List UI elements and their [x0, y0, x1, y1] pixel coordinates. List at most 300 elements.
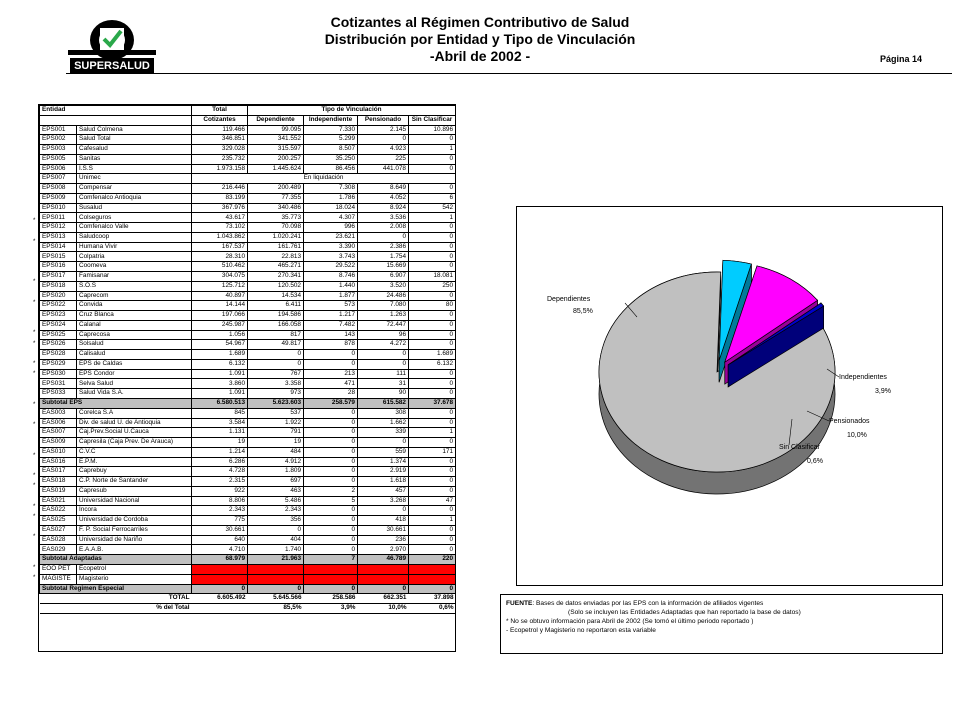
entity-name: Calanal: [77, 320, 192, 330]
table-row: [40, 408, 456, 418]
pensionado-cell: 46.789: [358, 555, 409, 565]
entity-code: EAS003: [40, 408, 77, 418]
asterisk-marker: *: [33, 371, 36, 378]
asterisk-marker: *: [33, 401, 36, 408]
sin-clasificar-cell: 0: [409, 340, 456, 350]
independiente-cell: 86.456: [304, 164, 358, 174]
sin-clasificar-cell: 0: [409, 164, 456, 174]
pensionado-cell: 457: [358, 486, 409, 496]
entity-name: Cruz Blanca: [77, 311, 192, 321]
entity-code: EPS022: [40, 301, 77, 311]
dependiente-cell: 14.534: [248, 291, 304, 301]
pensionado-cell: 0: [358, 584, 409, 594]
entity-code: EAS009: [40, 438, 77, 448]
independiente-cell: 258.579: [304, 398, 358, 408]
pensionado-cell: 615.582: [358, 398, 409, 408]
entity-code: EPS014: [40, 242, 77, 252]
entity-code: EPS008: [40, 184, 77, 194]
total-cell: 329.028: [192, 145, 248, 155]
dependiente-cell: 356: [248, 516, 304, 526]
sin-clasificar-cell: 0: [409, 262, 456, 272]
independiente-cell: 18.024: [304, 203, 358, 213]
sin-clasificar-cell: 6: [409, 193, 456, 203]
sin-clasificar-cell: 18.081: [409, 272, 456, 282]
entity-code: EPS031: [40, 379, 77, 389]
table-row: [40, 262, 456, 272]
sin-clasificar-cell: 0: [409, 457, 456, 467]
entity-name: E.A.A.B.: [77, 545, 192, 555]
pie-label-pensionados: Pensionados: [829, 418, 870, 425]
pensionado-cell: 0: [358, 506, 409, 516]
empty-cell: [248, 564, 304, 574]
asterisk-marker: *: [33, 483, 36, 490]
dependiente-cell: 973: [248, 389, 304, 399]
sin-clasificar-cell: 0: [409, 584, 456, 594]
dependiente-cell: 85,5%: [248, 604, 304, 614]
dependiente-cell: 340.486: [248, 203, 304, 213]
dependiente-cell: 697: [248, 477, 304, 487]
sin-clasificar-cell: 171: [409, 447, 456, 457]
independiente-cell: 7.482: [304, 320, 358, 330]
asterisk-marker: *: [33, 422, 36, 429]
table-row: [40, 281, 456, 291]
total-cell: 8.806: [192, 496, 248, 506]
entity-code: EPS009: [40, 193, 77, 203]
table-row: [40, 359, 456, 369]
pensionado-cell: 8.649: [358, 184, 409, 194]
dependiente-cell: 1.922: [248, 418, 304, 428]
entity-name: Universidad de Cordoba: [77, 516, 192, 526]
sin-clasificar-cell: 0: [409, 223, 456, 233]
table-row: [40, 516, 456, 526]
table-row: [40, 369, 456, 379]
asterisk-marker: *: [33, 340, 36, 347]
table-row: [40, 193, 456, 203]
data-table-container: [33, 104, 456, 652]
entity-name: Humana Vivir: [77, 242, 192, 252]
entity-name: Compensar: [77, 184, 192, 194]
dependiente-cell: 1.445.624: [248, 164, 304, 174]
sin-clasificar-cell: 0: [409, 154, 456, 164]
header-total: Total: [192, 106, 248, 116]
total-cell: 6.286: [192, 457, 248, 467]
entity-name: Universidad de Nariño: [77, 535, 192, 545]
dependiente-cell: 767: [248, 369, 304, 379]
table-row: [40, 291, 456, 301]
total-cell: 30.661: [192, 525, 248, 535]
pensionado-cell: 7.080: [358, 301, 409, 311]
total-cell: [192, 604, 248, 614]
entity-name: Famisanar: [77, 272, 192, 282]
independiente-cell: 878: [304, 340, 358, 350]
pensionado-cell: 1.662: [358, 418, 409, 428]
entity-code: EOO PET: [40, 564, 77, 574]
entity-name: Caj.Prev.Social U.Cauca: [77, 428, 192, 438]
total-cell: 640: [192, 535, 248, 545]
pensionado-cell: 2.970: [358, 545, 409, 555]
dependiente-cell: 1.809: [248, 467, 304, 477]
entity-name: Selva Salud: [77, 379, 192, 389]
table-header-row: [40, 106, 456, 116]
entity-code: EPS020: [40, 291, 77, 301]
sin-clasificar-cell: 0: [409, 311, 456, 321]
asterisk-marker: *: [33, 514, 36, 520]
entity-code: EPS001: [40, 125, 77, 135]
sin-clasificar-cell: 80: [409, 301, 456, 311]
pensionado-cell: 30.661: [358, 525, 409, 535]
entity-name: Caprecosa: [77, 330, 192, 340]
sin-clasificar-cell: 0: [409, 135, 456, 145]
sin-clasificar-cell: 1: [409, 213, 456, 223]
asterisk-marker: *: [33, 238, 36, 245]
dependiente-cell: 35.773: [248, 213, 304, 223]
total-cell: 6.605.492: [192, 594, 248, 604]
pensionado-cell: 3.536: [358, 213, 409, 223]
entity-name: Salud Total: [77, 135, 192, 145]
entity-code: EAS019: [40, 486, 77, 496]
pensionado-cell: 0: [358, 359, 409, 369]
entity-name: Magisterio: [77, 574, 192, 584]
pensionado-cell: 15.669: [358, 262, 409, 272]
independiente-cell: 28: [304, 389, 358, 399]
independiente-cell: 7: [304, 555, 358, 565]
dependiente-cell: 0: [248, 359, 304, 369]
total-cell: 922: [192, 486, 248, 496]
independiente-cell: 0: [304, 438, 358, 448]
sin-clasificar-cell: 0: [409, 291, 456, 301]
independiente-cell: 7.308: [304, 184, 358, 194]
table-row: [40, 457, 456, 467]
asterisk-marker: *: [33, 299, 36, 306]
entity-code: EPS005: [40, 154, 77, 164]
pensionado-cell: 0: [358, 232, 409, 242]
entity-name: Colpatria: [77, 252, 192, 262]
entity-code: EPS015: [40, 252, 77, 262]
independiente-cell: 0: [304, 359, 358, 369]
title-line-3: -Abril de 2002 -: [429, 48, 531, 64]
dependiente-cell: 817: [248, 330, 304, 340]
subtotal-row: [40, 584, 456, 594]
pie-value-independientes: 3,9%: [875, 388, 891, 395]
entity-name: Colseguros: [77, 213, 192, 223]
independiente-cell: 0: [304, 418, 358, 428]
entity-code: EPS006: [40, 164, 77, 174]
table-row: [40, 242, 456, 252]
independiente-cell: 143: [304, 330, 358, 340]
independiente-cell: 35.250: [304, 154, 358, 164]
independiente-cell: 23.621: [304, 232, 358, 242]
pensionado-cell: 90: [358, 389, 409, 399]
total-row: [40, 594, 456, 604]
independiente-cell: 258.586: [304, 594, 358, 604]
asterisk-marker: *: [33, 279, 36, 286]
table-row: [40, 428, 456, 438]
sin-clasificar-cell: 0,6%: [409, 604, 456, 614]
dependiente-cell: 0: [248, 525, 304, 535]
table-row: [40, 545, 456, 555]
total-cell: 83.199: [192, 193, 248, 203]
entity-name: EPS Condor: [77, 369, 192, 379]
pie-label-sin-clasificar: Sin Clasificar: [779, 444, 820, 451]
pensionado-cell: 441.078: [358, 164, 409, 174]
entity-name: I.S.S: [77, 164, 192, 174]
sin-clasificar-cell: 0: [409, 477, 456, 487]
pensionado-cell: 10,0%: [358, 604, 409, 614]
entity-code: EAS025: [40, 516, 77, 526]
independiente-cell: 2: [304, 486, 358, 496]
table-row: [40, 272, 456, 282]
pensionado-cell: 1.374: [358, 457, 409, 467]
entity-name: Comfenalco Antioquia: [77, 193, 192, 203]
entity-code: EPS003: [40, 145, 77, 155]
table-row: [40, 135, 456, 145]
pensionado-cell: 31: [358, 379, 409, 389]
sin-clasificar-cell: 0: [409, 232, 456, 242]
total-cell: 68.979: [192, 555, 248, 565]
independiente-cell: 5: [304, 496, 358, 506]
dependiente-cell: 120.502: [248, 281, 304, 291]
total-cell: 216.446: [192, 184, 248, 194]
entity-name: Corelca S.A: [77, 408, 192, 418]
pensionado-cell: 236: [358, 535, 409, 545]
table-row: [40, 213, 456, 223]
entity-code: EPS030: [40, 369, 77, 379]
entity-name: Caprecom: [77, 291, 192, 301]
empty-cell: [248, 574, 304, 584]
pensionado-cell: 339: [358, 428, 409, 438]
sin-clasificar-cell: 0: [409, 418, 456, 428]
table-row: [40, 564, 456, 574]
dependiente-cell: 77.355: [248, 193, 304, 203]
sin-clasificar-cell: 1: [409, 516, 456, 526]
independiente-cell: 3,9%: [304, 604, 358, 614]
entity-code: EAS016: [40, 457, 77, 467]
entity-code: EAS021: [40, 496, 77, 506]
pensionado-cell: 2.386: [358, 242, 409, 252]
table-row: [40, 447, 456, 457]
sin-clasificar-cell: 1.689: [409, 350, 456, 360]
table-row: [40, 467, 456, 477]
independiente-cell: 0: [304, 467, 358, 477]
sin-clasificar-cell: 0: [409, 242, 456, 252]
total-cell: 3.584: [192, 418, 248, 428]
dependiente-cell: 270.341: [248, 272, 304, 282]
asterisk-marker: *: [33, 452, 36, 459]
total-cell: 167.537: [192, 242, 248, 252]
entity-name: Coomeva: [77, 262, 192, 272]
total-cell: 1.689: [192, 350, 248, 360]
entity-name: Div. de salud U. de Antioquia: [77, 418, 192, 428]
entity-code: EPS007: [40, 174, 77, 184]
sin-clasificar-cell: 47: [409, 496, 456, 506]
independiente-cell: 0: [304, 506, 358, 516]
table-row: [40, 350, 456, 360]
independiente-cell: 0: [304, 457, 358, 467]
dependiente-cell: 194.586: [248, 311, 304, 321]
dependiente-cell: 484: [248, 447, 304, 457]
data-table: [39, 105, 456, 614]
sin-clasificar-cell: 37.678: [409, 398, 456, 408]
total-cell: 1.973.158: [192, 164, 248, 174]
sin-clasificar-cell: 0: [409, 320, 456, 330]
pensionado-cell: 2.008: [358, 223, 409, 233]
entity-name: Salud Colmena: [77, 125, 192, 135]
entity-code: EAS007: [40, 428, 77, 438]
dependiente-cell: 791: [248, 428, 304, 438]
header-sin-clasificar: Sin Clasificar: [409, 115, 456, 125]
total-cell: 3.860: [192, 379, 248, 389]
total-cell: 845: [192, 408, 248, 418]
total-cell: 346.851: [192, 135, 248, 145]
sin-clasificar-cell: 0: [409, 525, 456, 535]
asterisk-marker: *: [33, 330, 36, 337]
entity-code: EAS006: [40, 418, 77, 428]
sin-clasificar-cell: 0: [409, 486, 456, 496]
entity-name: Salud Vida S.A.: [77, 389, 192, 399]
total-cell: 367.976: [192, 203, 248, 213]
table-row: [40, 164, 456, 174]
table-row: [40, 232, 456, 242]
note-line-3: * No se obtuvo información para Abril de 2002 (Se tomó el último periodo reportado ): [506, 618, 754, 625]
dependiente-cell: 0: [248, 584, 304, 594]
dependiente-cell: 5.645.566: [248, 594, 304, 604]
note-line-4: - Ecopetrol y Magisterio no reportaron esta variable: [506, 627, 656, 634]
total-cell: 197.066: [192, 311, 248, 321]
report-titles: [230, 14, 730, 65]
pensionado-cell: 0: [358, 135, 409, 145]
pie-label-dependientes: Dependientes: [547, 296, 591, 303]
table-row: [40, 145, 456, 155]
header-blank: [40, 115, 192, 125]
table-row: [40, 330, 456, 340]
total-cell: 2.315: [192, 477, 248, 487]
entity-code: EPS010: [40, 203, 77, 213]
subtotal-row: [40, 398, 456, 408]
subtotal-label: Subtotal Regimen Especial: [40, 584, 192, 594]
total-cell: 4.710: [192, 545, 248, 555]
dependiente-cell: 200.489: [248, 184, 304, 194]
pensionado-cell: 4.052: [358, 193, 409, 203]
asterisk-marker: *: [33, 575, 36, 582]
fuente-label: FUENTE: [506, 600, 533, 607]
total-cell: 1.091: [192, 369, 248, 379]
entity-code: EPS033: [40, 389, 77, 399]
entity-code: EPS013: [40, 232, 77, 242]
asterisk-marker: *: [33, 534, 36, 541]
independiente-cell: 213: [304, 369, 358, 379]
pensionado-cell: 72.447: [358, 320, 409, 330]
table-row: [40, 174, 456, 184]
table-row: [40, 477, 456, 487]
header-tipo: Tipo de Vinculación: [248, 106, 456, 116]
independiente-cell: 0: [304, 525, 358, 535]
table-row: [40, 525, 456, 535]
note-line-1: [506, 599, 937, 608]
pensionado-cell: 2.145: [358, 125, 409, 135]
dependiente-cell: 463: [248, 486, 304, 496]
asterisk-marker: *: [33, 565, 36, 571]
dependiente-cell: 315.597: [248, 145, 304, 155]
independiente-cell: 3.390: [304, 242, 358, 252]
entity-name: C.P. Norte de Santander: [77, 477, 192, 487]
empty-cell: [358, 564, 409, 574]
sin-clasificar-cell: 10.896: [409, 125, 456, 135]
dependiente-cell: 200.257: [248, 154, 304, 164]
subtotal-row: [40, 555, 456, 565]
table-row: [40, 203, 456, 213]
dependiente-cell: 465.271: [248, 262, 304, 272]
dependiente-cell: 537: [248, 408, 304, 418]
pensionado-cell: 0: [358, 350, 409, 360]
independiente-cell: 1.217: [304, 311, 358, 321]
pensionado-cell: 3.268: [358, 496, 409, 506]
header-cotizantes: Cotizantes: [192, 115, 248, 125]
total-cell: 1.091: [192, 389, 248, 399]
pensionado-cell: 2.919: [358, 467, 409, 477]
independiente-cell: 0: [304, 350, 358, 360]
asterisk-marker: *: [33, 473, 36, 480]
total-cell: 19: [192, 438, 248, 448]
independiente-cell: 1.877: [304, 291, 358, 301]
total-cell: 304.075: [192, 272, 248, 282]
entity-name: E.P.M.: [77, 457, 192, 467]
pensionado-cell: 418: [358, 516, 409, 526]
empty-cell: [192, 564, 248, 574]
table-row: [40, 340, 456, 350]
pensionado-cell: 1.618: [358, 477, 409, 487]
total-cell: 510.462: [192, 262, 248, 272]
status-cell: En liquidación: [192, 174, 456, 184]
entity-name: F. P. Social Ferrocarriles: [77, 525, 192, 535]
table-row: [40, 154, 456, 164]
total-cell: 28.310: [192, 252, 248, 262]
sin-clasificar-cell: 0: [409, 330, 456, 340]
dependiente-cell: 166.058: [248, 320, 304, 330]
total-cell: 235.732: [192, 154, 248, 164]
total-cell: 73.102: [192, 223, 248, 233]
entity-code: EAS010: [40, 447, 77, 457]
independiente-cell: 0: [304, 408, 358, 418]
independiente-cell: 0: [304, 477, 358, 487]
pensionado-cell: 24.486: [358, 291, 409, 301]
total-cell: 4.728: [192, 467, 248, 477]
entity-name: Calisalud: [77, 350, 192, 360]
entity-code: EPS029: [40, 359, 77, 369]
subtotal-label: Subtotal EPS: [40, 398, 192, 408]
dependiente-cell: 22.813: [248, 252, 304, 262]
pensionado-cell: 111: [358, 369, 409, 379]
total-cell: 1.043.862: [192, 232, 248, 242]
entity-name: Convida: [77, 301, 192, 311]
entity-code: EAS018: [40, 477, 77, 487]
independiente-cell: 996: [304, 223, 358, 233]
total-cell: 14.144: [192, 301, 248, 311]
notes-box: [500, 594, 943, 654]
table-subheader-row: [40, 115, 456, 125]
pie-chart: [516, 206, 943, 586]
independiente-cell: 573: [304, 301, 358, 311]
pensionado-cell: 96: [358, 330, 409, 340]
dependiente-cell: 5.623.603: [248, 398, 304, 408]
dependiente-cell: 49.817: [248, 340, 304, 350]
sin-clasificar-cell: 1: [409, 145, 456, 155]
sin-clasificar-cell: 0: [409, 506, 456, 516]
page-number: Página 14: [880, 54, 923, 64]
independiente-cell: 471: [304, 379, 358, 389]
asterisk-marker: *: [33, 218, 36, 225]
dependiente-cell: 70.098: [248, 223, 304, 233]
pie-value-pensionados: 10,0%: [847, 432, 867, 439]
